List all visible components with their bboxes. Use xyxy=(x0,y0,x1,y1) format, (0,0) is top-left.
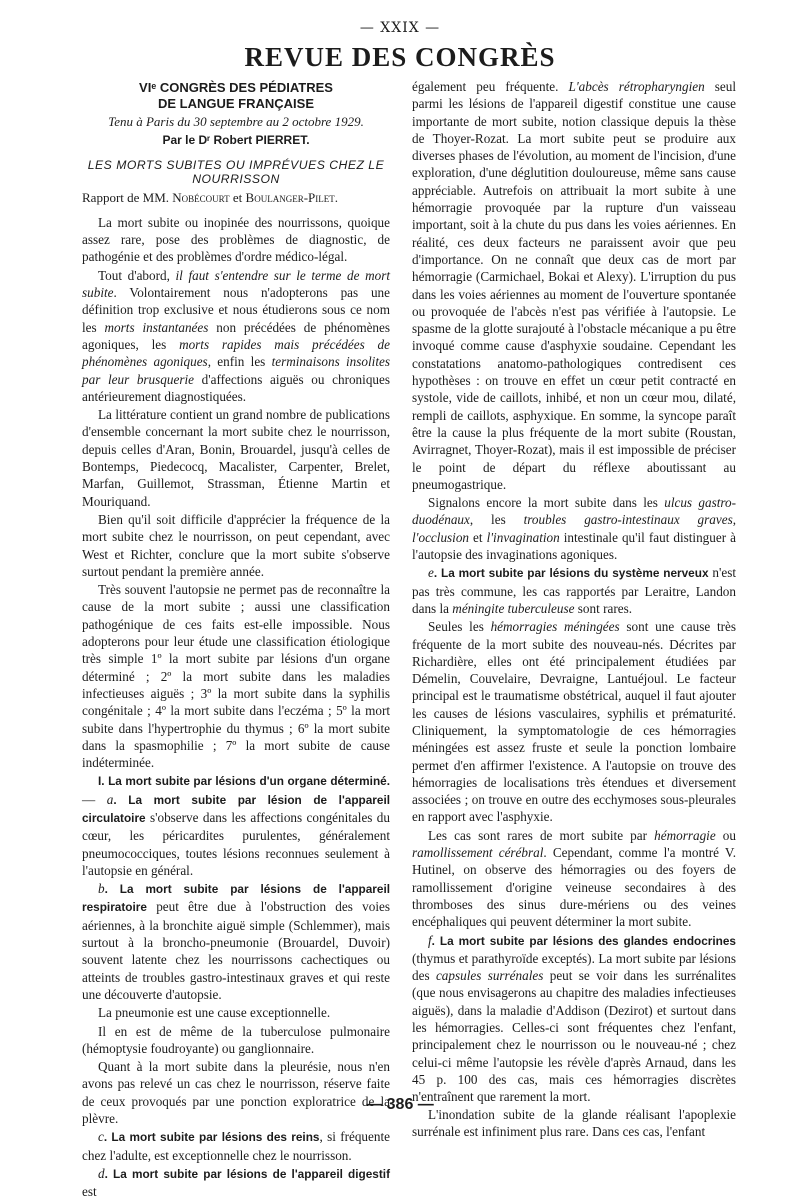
page-number: — 386 — xyxy=(366,1096,434,1113)
congress-dates: Tenu à Paris du 30 septembre au 2 octobre 1929. xyxy=(108,114,364,129)
subsection-heading: . La mort subite par lésions de l'appareil respiratoire xyxy=(82,882,390,915)
text-run: Signalons encore la mort subite dans les xyxy=(428,495,665,511)
text-run: Les cas sont rares de mort subite par xyxy=(428,827,655,843)
italic-run: capsules surrénales xyxy=(435,968,544,984)
subsection-heading: . La mort subite par lésions des glandes endocrines xyxy=(431,933,736,948)
italic-run: terminaisons insolites par leur brusquerie xyxy=(82,354,390,387)
report-author-2: Boulanger-Pilet xyxy=(245,189,335,205)
paragraph: La mort subite ou inopinée des nourrissons, quoique assez rare, pose des problèmes de diagnostic, de pathogénie et des problèmes d'ordre médico-légal. xyxy=(82,214,390,265)
paragraph xyxy=(82,267,390,405)
text-run: n'est pas très commune, les cas rapportés par Leraitre, Landon dans la xyxy=(412,565,736,616)
italic-run: hémorragie xyxy=(654,827,716,843)
congress-title-line1: VIᵉ CONGRÈS DES PÉDIATRES xyxy=(139,80,333,95)
paragraph: Il en est de même de la tuberculose pulmonaire (hémoptysie foudroyante) ou ganglionnaire. xyxy=(82,1023,390,1056)
subsection-letter: e xyxy=(428,565,434,581)
paragraph xyxy=(412,78,736,493)
italic-run: l'occlusion xyxy=(412,529,470,545)
article-title-line1: LES MORTS SUBITES OU IMPRÉVUES CHEZ LE xyxy=(87,157,385,172)
right-column xyxy=(412,78,736,1140)
text-run: , enfin les xyxy=(207,354,272,370)
report-end: . xyxy=(334,189,338,205)
text-run: ou xyxy=(715,827,736,843)
italic-run: troubles gastro-intestinaux graves xyxy=(523,512,733,528)
italic-run: morts instantanées xyxy=(104,319,209,335)
main-title: REVUE DES CONGRÈS xyxy=(244,42,556,72)
italic-run: ramollissement cérébral xyxy=(412,845,544,861)
paragraph xyxy=(412,827,736,931)
subsection-letter: f xyxy=(428,932,432,948)
italic-run: L'abcès rétropharyngien xyxy=(568,79,705,94)
italic-run: morts rapides mais précédées de phénomènes agoniques xyxy=(82,336,391,370)
paragraph: La pneumonie est une cause exceptionnelle. xyxy=(98,1005,331,1021)
subsection-letter: c xyxy=(98,1129,104,1145)
article-title xyxy=(82,158,390,186)
italic-run: méningite tuberculeuse xyxy=(452,600,575,616)
congress-title xyxy=(82,80,390,112)
paragraph: Bien qu'il soit difficile d'apprécier la fréquence de la mort subite chez le nourrisson, on peut cependant, avec West et Richter, conclure que la mort subite s'observe surtout pendant la première année. xyxy=(82,511,390,579)
paragraph: Quant à la mort subite dans la pleurésie, nous n'en avons pas relevé un cas chez le nourrisson, réserve faite de ceux provoqués par une ponction exploratrice de la plèvre. xyxy=(82,1059,390,1127)
text-run: , xyxy=(732,512,736,528)
text-run: non précédées de phénomènes agoniques, les xyxy=(82,319,391,352)
text-run: sont rares. xyxy=(574,600,632,616)
congress-title-line2: DE LANGUE FRANÇAISE xyxy=(157,96,314,111)
subsection-letter: b xyxy=(98,881,105,897)
byline: Par le Dʳ Robert PIERRET. xyxy=(162,133,310,148)
text-run: d'affections aiguës ou chroniques antérieurement diagnostiquées. xyxy=(82,371,390,404)
roman-page-number: — XXIX — xyxy=(359,20,441,36)
section-heading: I. La mort subite par lésions d'un organe déterminé. xyxy=(98,774,390,789)
italic-run: il faut s'entendre sur le terme de mort subite xyxy=(82,267,390,301)
subsection-heading: . La mort subite par lésions des reins xyxy=(103,1130,320,1145)
section-paragraph xyxy=(82,880,390,1003)
left-column xyxy=(82,80,390,1201)
text-run: — xyxy=(82,791,107,807)
text-run: . Volontairement nous n'adopterons pas une définition trop exclusive et nous étudierons sous ce nom les xyxy=(82,285,390,335)
section-paragraph xyxy=(412,564,736,617)
text-run: (thymus et parathyroïde exceptés). La mort subite par lésions des xyxy=(412,950,736,984)
text-run: peut être due à l'obstruction des voies aériennes, à la bronchite aiguë simple (Schlemmer), mais surtout à la broncho-pneumonie (Brouardel, Duvoir) souvent latente chez les nourrissons cachectiques ou atteints de troubles gastro-intestinaux graves et qui reste une découverte d'autopsie. xyxy=(82,899,390,1002)
article-title-line2: NOURRISSON xyxy=(192,171,280,186)
text-run: peut se voir dans les surrénalites (que nous envisagerons au chapitre des maladies infectieuses aiguës), dans la maladie d'Addison (Dezirot) et surtout dans les hémorragies. Celles-ci sont fréquentes chez l'enfant, principalement chez le nourrisson ou le nouveau-né ; chez celui-ci même l'autopsie les révèle d'après Arnaud, dans les 45 p. 100 des cas, mais ces hémorragies discrètes n'entraînent que rarement la mort. xyxy=(412,968,736,1105)
paragraph: L'inondation subite de la glande réalisant l'apoplexie surrénale est infiniment plus rare. Dans ces cas, l'enfant xyxy=(412,1106,736,1139)
section-paragraph xyxy=(82,1128,390,1164)
paragraph xyxy=(412,494,736,563)
text-run: sont une cause très fréquente de la mort subite des nouveau-nés. Décrites par Richardière, elles ont été principalement étudiées par Démelin, Couvelaire, Devraigne, Lantuéjoul. Le facteur principal est le traumatisme obstétrical, auquel il faut ajouter les causes de lésions vasculaires, syphilis et prématurité. Cliniquement, la symptomatologie de ces hémorragies méningées est assez fruste et seule la ponction lombaire permet d'en affirmer l'existence. A l'autopsie on trouve des hémorragies de localisations très étendues et diversement associées ; on trouve en outre des ecchymoses sous-pleurales en rapport avec l'asphyxie. xyxy=(412,619,736,825)
text-run: Tout d'abord, xyxy=(98,267,176,283)
subsection-letter: a xyxy=(106,791,114,807)
text-run: Seules les xyxy=(428,619,491,635)
italic-run: hémorragies méningées xyxy=(490,619,620,635)
report-and: et xyxy=(229,189,246,205)
section-paragraph xyxy=(82,772,390,879)
text-run: également peu fréquente. xyxy=(412,79,569,94)
report-authors xyxy=(82,189,390,206)
italic-run: l'invagination xyxy=(486,529,560,545)
report-prefix: Rapport de MM. xyxy=(82,189,173,205)
subsection-heading: . La mort subite par lésions du système nerveux xyxy=(433,566,709,581)
text-run: est xyxy=(82,1184,97,1200)
subsection-heading: . La mort subite par lésions de l'appareil digestif xyxy=(104,1166,390,1181)
italic-run: ulcus gastro-duodénaux xyxy=(412,495,736,528)
text-run: , les xyxy=(469,512,524,528)
paragraph: La littérature contient un grand nombre de publications d'ensemble concernant la mort subite chez le nourrisson, depuis celles d'Aran, Bonin, Brouardel, jusqu'à celles de Bontemps, Piedecocq, Macalister, Carpenter, Brelet, Marfan, Guillemot, Strassman, Étienne Martin et Mouriquand. xyxy=(82,407,390,509)
section-paragraph xyxy=(412,932,736,1106)
paragraph: Très souvent l'autopsie ne permet pas de reconnaître la cause de la mort subite ; aussi une classification pathogénique de ces faits est-elle impossible. Nous adopterons pour leur étude une classification étiologique très simple 1º la mort subite par lésions d'un organe déterminé ; 2º la mort subite dans les maladies infectieuses aiguës ; 3º la mort subite dans la syphilis congénitale ; 4º la mort subite dans l'eczéma ; 5º la mort subite dans l'hypertrophie du thymus ; 6º la mort subite dans la spasmophilie ; 7º la mort subite de cause indéterminée. xyxy=(82,582,390,771)
text-run: seul parmi les lésions de l'appareil digestif constitue une cause importante de mort subite, notion classique depuis la thèse de Thoyer-Rozat. La mort subite peut se produire aux diverses phases de l'évolution, au moment de l'incision, d'une exploration, d'une déglutition douloureuse, même sans cause appréciable. Autrefois on attribuait la mort subite à une hémorragie provoquée par la rupture d'un vaisseau important, soit à la chute du pus dans les voies aériennes. En réalité, ces deux facteurs ne paraissent avoir que peu d'importance. On ne connaît que deux cas de mort par hémorragie (Carmichael, Bokai et Alexy). L'irruption du pus dans les voies aériennes au moment de l'ouverture spontanée ou provoquée de l'abcès n'est pas vérifiée à l'autopsie. Le spasme de la glotte surajouté à l'obstacle mécanique a pu être invoqué comme cause d'asphyxie soudaine. Cependant les constatations anatomo-pathologiques contredisent ces hypothèses : on trouve en effet un cœur petit contracté en systole, vide de caillots, inhibé, et non un cœur mou, dilaté, rempli de caillots, asphyxique. En somme, la syncope paraît être la cause la plus fréquente de la mort subite (Roustan, Avirragnet, Thoyer-Rozat), mais il est impossible de préciser le point de départ du réflexe aboutissant au pneumogastrique. xyxy=(412,79,737,492)
text-run: . Cependant, comme l'a montré V. Hutinel, on observe des hémorragies ou des foyers de ramollissement d'origine veineuse secondaires à des thromboses des sinus dure-mériens ou des veines encéphaliques qui peuvent déterminer la mort subite. xyxy=(412,845,737,930)
paragraph xyxy=(412,618,736,826)
section-paragraph xyxy=(82,1165,390,1201)
text-run: et xyxy=(469,529,487,545)
text-run: s'observe dans les affections congénitales du cœur, les péricardites purulentes, généralement pneumococciques, toutes lésions reconnues seulement à l'autopsie en général. xyxy=(82,809,390,878)
text-run: intestinale qu'il faut distinguer à l'autopsie des invaginations agoniques. xyxy=(412,529,736,563)
subsection-heading: . La mort subite par lésion de l'appareil circulatoire xyxy=(82,792,391,825)
report-author-1: Nobécourt xyxy=(172,189,230,205)
subsection-letter: d xyxy=(98,1165,105,1181)
text-run: , si fréquente chez l'adulte, est exceptionnelle chez le nourrisson. xyxy=(82,1129,390,1163)
